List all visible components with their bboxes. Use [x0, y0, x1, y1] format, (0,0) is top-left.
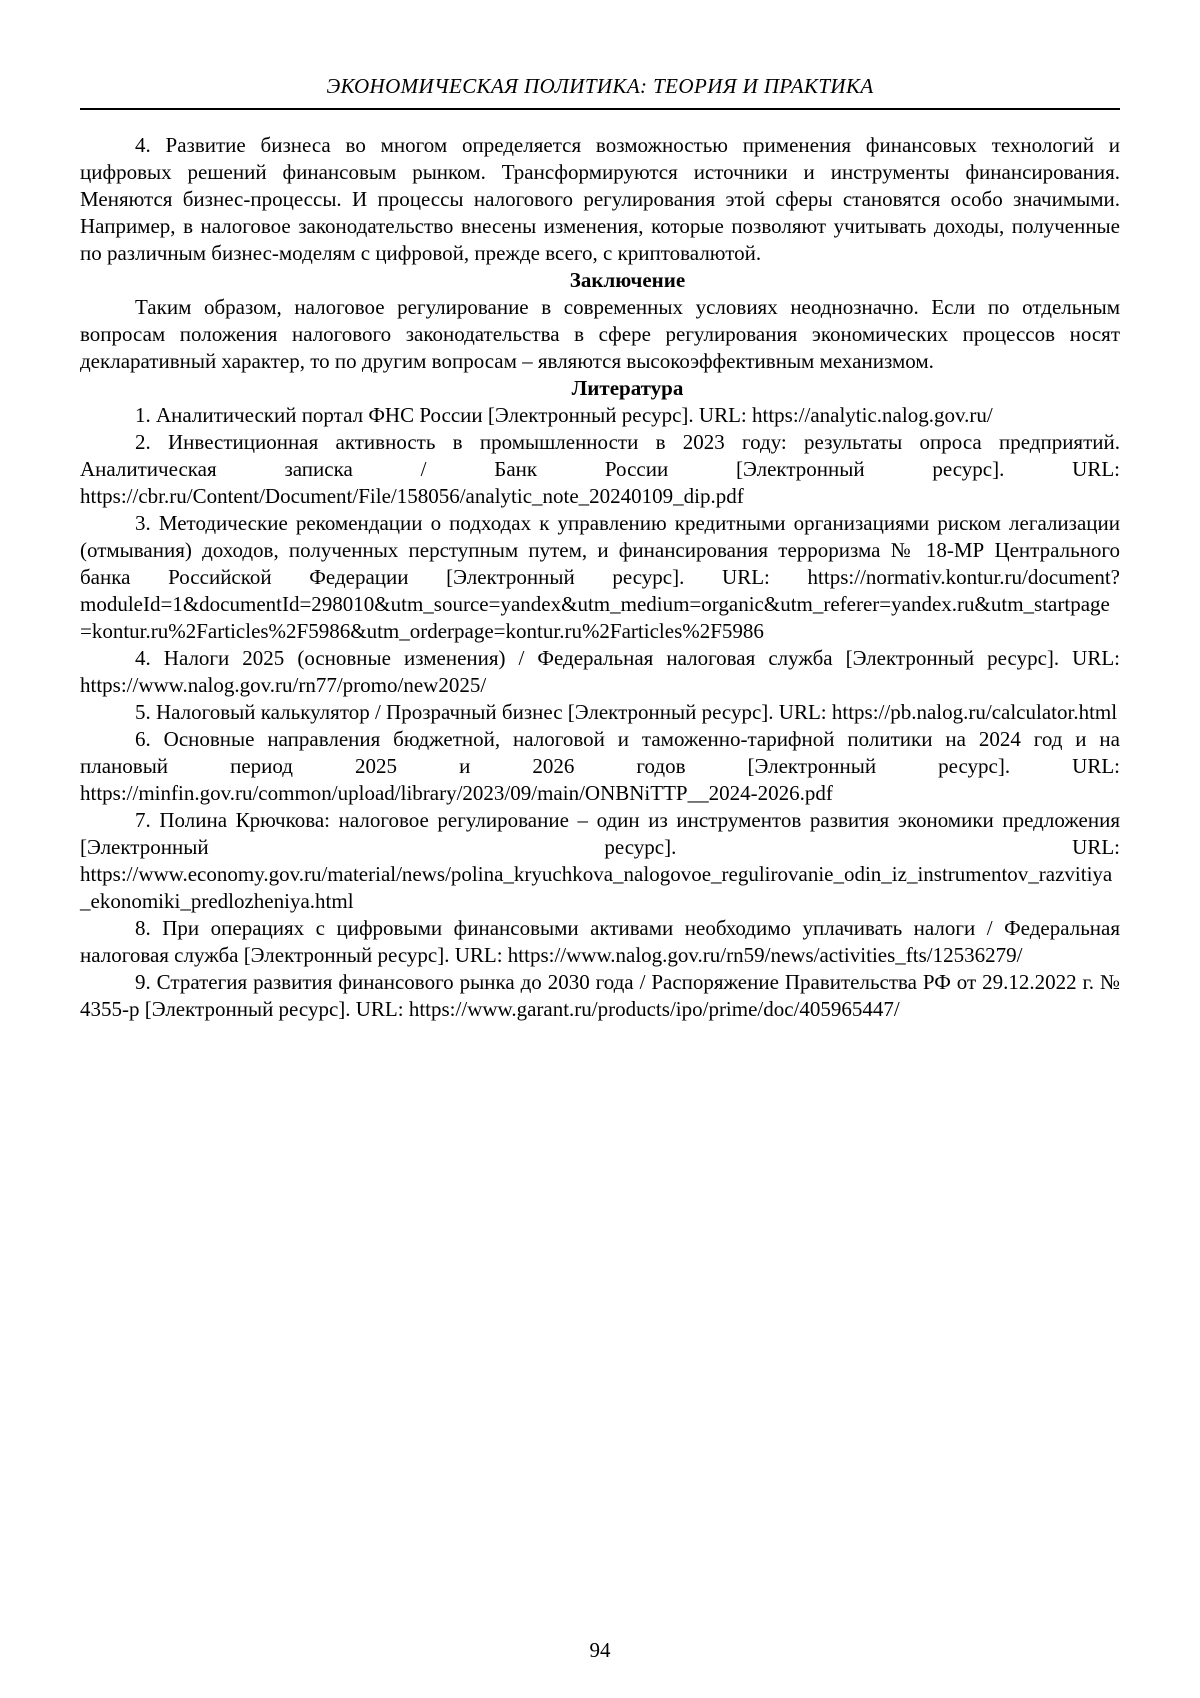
conclusion-heading: Заключение	[569, 268, 686, 292]
reference-item: 7. Полина Крючкова: налоговое регулирование – один из инструментов развития экономики предложения [Электронный ресурс]. URL: https://www.economy.gov.ru/material/news/polina_kryuchkova_nalogovoe_regulirovanie_odin_iz_instrumentov_razvitiya_ekonomiki_predlozheniya.html	[80, 808, 1120, 913]
intro-paragraph: 4. Развитие бизнеса во многом определяется возможностью применения финансовых технологий и цифровых решений финансовым рынком. Трансформируются источники и инструменты финансирования. Меняются бизнес-процессы. И процессы налогового регулирования этой сферы становятся особо значимыми. Например, в налоговое законодательство внесены изменения, которые позволяют учитывать доходы, полученные по различным бизнес-моделям с цифровой, прежде всего, с криптовалютой.	[80, 133, 1120, 265]
page-content	[80, 110, 1120, 1628]
references-heading: Литература	[571, 376, 684, 400]
reference-item: 2. Инвестиционная активность в промышленности в 2023 году: результаты опроса предприятий. Аналитическая записка / Банк России [Электронный ресурс]. URL: https://cbr.ru/Content/Document/File/158056/analytic_note_20240109_dip.pdf	[80, 430, 1120, 508]
reference-item: 1. Аналитический портал ФНС России [Электронный ресурс]. URL: https://analytic.nalog.gov.ru/	[135, 403, 993, 427]
reference-item: 4. Налоги 2025 (основные изменения) / Федеральная налоговая служба [Электронный ресурс]. URL: https://www.nalog.gov.ru/rn77/promo/new2025/	[80, 646, 1120, 697]
reference-item: 5. Налоговый калькулятор / Прозрачный бизнес [Электронный ресурс]. URL: https://pb.nalog.ru/calculator.html	[135, 700, 1118, 724]
reference-item: 3. Методические рекомендации о подходах к управлению кредитными организациями риском легализации (отмывания) доходов, полученных перступным путем, и финансирования терроризма № 18-МР Центрального банка Российской Федерации [Электронный ресурс]. URL: https://normativ.kontur.ru/document?moduleId=1&documentId=298010&utm_source=yandex&utm_medium=organic&utm_referer=yandex.ru&utm_startpage=kontur.ru%2Farticles%2F5986&utm_orderpage=kontur.ru%2Farticles%2F5986	[80, 511, 1120, 643]
reference-item: 9. Стратегия развития финансового рынка до 2030 года / Распоряжение Правительства РФ от 29.12.2022 г. № 4355-р [Электронный ресурс]. URL: https://www.garant.ru/products/ipo/prime/doc/405965447/	[80, 970, 1120, 1021]
reference-item: 8. При операциях с цифровыми финансовыми активами необходимо уплачивать налоги / Федеральная налоговая служба [Электронный ресурс]. URL: https://www.nalog.gov.ru/rn59/news/activities_fts/12536279/	[80, 916, 1120, 967]
page-footer	[80, 1628, 1120, 1662]
references-list	[80, 402, 1120, 1023]
reference-item: 6. Основные направления бюджетной, налоговой и таможенно-тарифной политики на 2024 год и на плановый период 2025 и 2026 годов [Электронный ресурс]. URL: https://minfin.gov.ru/common/upload/library/2023/09/main/ONBNiTTP__2024-2026.pdf	[80, 727, 1120, 805]
page-number: 94	[589, 1638, 611, 1662]
running-header	[80, 74, 1120, 110]
journal-title: ЭКОНОМИЧЕСКАЯ ПОЛИТИКА: ТЕОРИЯ И ПРАКТИКА	[326, 74, 874, 98]
conclusion-paragraph: Таким образом, налоговое регулирование в современных условиях неоднозначно. Если по отдельным вопросам положения налогового законодательства в сфере регулирования экономических процессов носят декларативный характер, то по другим вопросам – являются высокоэффективным механизмом.	[80, 295, 1120, 373]
